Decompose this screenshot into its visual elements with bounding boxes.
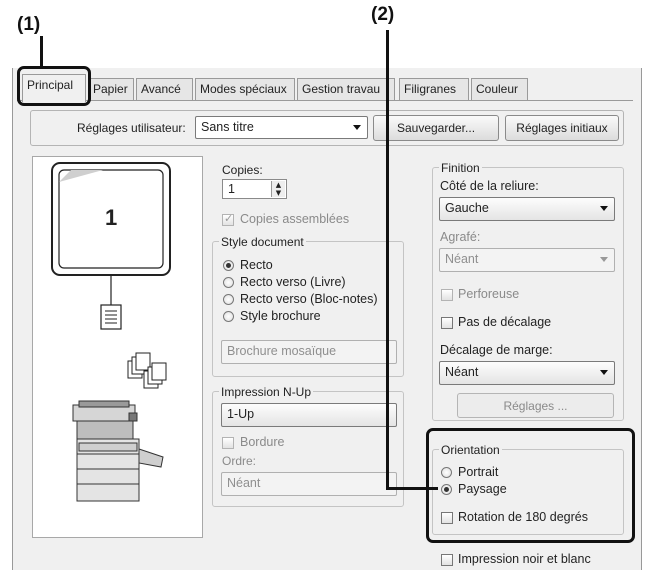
copies-value: 1 — [228, 182, 235, 196]
document-style-legend: Style document — [221, 235, 304, 249]
tab-papier[interactable]: Papier — [88, 78, 134, 100]
style-label-recto-verso-bloc: Recto verso (Bloc-notes) — [240, 292, 378, 306]
chevron-down-icon — [600, 257, 608, 262]
staple-select[interactable] — [439, 248, 615, 272]
chevron-down-icon — [353, 125, 361, 130]
tab-filigranes[interactable]: Filigranes — [399, 78, 469, 100]
order-select[interactable] — [221, 472, 397, 496]
punch-label: Perforeuse — [458, 287, 520, 301]
rotate-180-label: Rotation de 180 degrés — [458, 510, 588, 524]
chevron-down-icon — [600, 370, 608, 375]
nup-value: 1-Up — [227, 407, 255, 421]
bw-print-checkbox[interactable] — [441, 554, 453, 566]
staple-value: Néant — [445, 252, 479, 266]
callout-2-label: (2) — [371, 4, 395, 25]
punch-checkbox[interactable] — [441, 289, 453, 301]
margin-shift-value: Néant — [445, 365, 479, 379]
callout-2-highlight — [426, 428, 635, 543]
margin-settings-label: Réglages ... — [503, 398, 568, 413]
user-settings-value: Sans titre — [201, 120, 254, 134]
callout-2-leader-horizontal — [386, 487, 438, 490]
copies-spin-buttons[interactable]: ▲ ▼ — [271, 181, 285, 197]
staple-label: Agrafé: — [440, 230, 481, 244]
user-settings-select[interactable] — [195, 116, 368, 139]
style-label-brochure: Style brochure — [240, 309, 321, 323]
style-radio-recto[interactable] — [223, 260, 234, 271]
margin-shift-label: Décalage de marge: — [440, 343, 553, 357]
brochure-select-value: Brochure mosaïque — [227, 344, 337, 358]
orientation-label-portrait: Portrait — [458, 465, 499, 479]
callout-1-label: (1) — [17, 14, 41, 35]
user-settings-label: Réglages utilisateur: — [77, 121, 186, 135]
order-value: Néant — [227, 476, 261, 490]
copies-spinner[interactable] — [222, 179, 287, 199]
binding-label: Côté de la reliure: — [440, 179, 539, 193]
tab-gestion-travaux[interactable]: Gestion travau — [297, 78, 395, 100]
default-settings-label: Réglages initiaux — [516, 121, 608, 135]
no-offset-checkbox[interactable] — [441, 317, 453, 329]
no-offset-label: Pas de décalage — [458, 315, 552, 329]
default-settings-button[interactable] — [505, 115, 619, 141]
border-checkbox[interactable] — [222, 437, 234, 449]
tab-divider — [17, 100, 633, 101]
callout-1-leader — [40, 36, 43, 68]
save-settings-label: Sauvegarder... — [396, 121, 476, 135]
brochure-select[interactable] — [221, 340, 397, 364]
tab-couleur[interactable]: Couleur — [471, 78, 528, 100]
preview-page-number: 1 — [105, 205, 118, 230]
border-label: Bordure — [240, 435, 285, 449]
callout-2-leader-vertical — [386, 30, 389, 490]
copies-label: Copies: — [222, 163, 263, 177]
style-label-recto: Recto — [240, 258, 273, 272]
orientation-label-landscape: Paysage — [458, 482, 507, 496]
binding-value: Gauche — [445, 201, 489, 215]
chevron-down-icon — [600, 206, 608, 211]
style-radio-recto-verso-bloc[interactable] — [223, 294, 234, 305]
order-label: Ordre: — [222, 454, 257, 468]
preview-illustration — [33, 157, 202, 537]
preview-panel — [32, 156, 203, 538]
margin-shift-select[interactable] — [439, 361, 615, 385]
finishing-legend: Finition — [441, 161, 480, 175]
style-radio-brochure[interactable] — [223, 311, 234, 322]
style-label-recto-verso-livre: Recto verso (Livre) — [240, 275, 346, 289]
tab-principal[interactable]: Principal — [22, 74, 86, 102]
tab-modes-speciaux[interactable]: Modes spéciaux — [195, 78, 295, 100]
bw-print-label: Impression noir et blanc — [458, 552, 591, 566]
save-settings-button[interactable] — [373, 115, 499, 141]
tab-avance[interactable]: Avancé — [136, 78, 193, 100]
binding-select[interactable] — [439, 197, 615, 221]
nup-select[interactable] — [221, 403, 397, 427]
style-radio-recto-verso-livre[interactable] — [223, 277, 234, 288]
collate-checkbox[interactable] — [222, 214, 234, 226]
orientation-legend: Orientation — [441, 443, 500, 457]
nup-legend: Impression N-Up — [221, 385, 312, 399]
margin-settings-button[interactable] — [457, 393, 614, 418]
collate-label: Copies assemblées — [240, 212, 350, 226]
